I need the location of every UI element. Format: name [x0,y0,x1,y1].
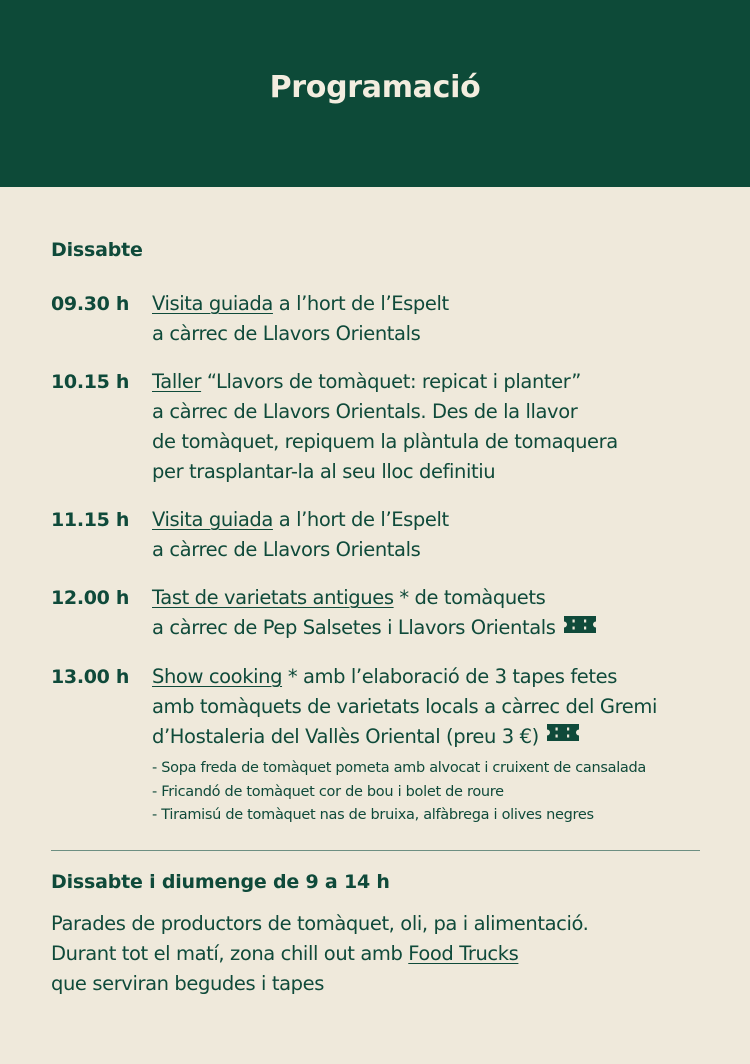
weekend-text: Durant tot el matí, zona chill out amb [51,941,409,965]
event-link[interactable]: Show cooking [152,664,283,688]
page-title: Programació [269,70,481,105]
event-link[interactable]: Tast de varietats antigues [152,586,394,609]
event-row [51,289,700,349]
section-divider [51,850,700,851]
event-row [51,583,700,644]
program-content [0,187,750,999]
header-banner [0,0,750,187]
event-description [152,583,596,644]
day-title: Dissabte [51,239,143,261]
tapas-menu [152,757,657,828]
weekend-title: Dissabte i diumenge de 9 a 14 h [51,870,390,893]
weekend-text: Parades de productors de tomàquet, oli, pa i alimentació. [51,911,589,935]
event-text: a càrrec de Pep Salsetes i Llavors Orientals [152,616,556,639]
event-time: 09.30 h [51,293,130,315]
event-row [51,505,700,565]
event-text: * amb l’elaboració de 3 tapes fetes [282,664,618,688]
event-link[interactable]: Visita guiada [152,292,273,315]
event-text: a càrrec de Llavors Orientals. Des de la llavor [152,400,578,423]
weekend-description [51,909,700,999]
event-time: 12.00 h [51,587,130,609]
event-text: de tomàquet, repiquem la plàntula de tomaquera [152,430,618,453]
event-description [152,289,449,349]
event-time: 11.15 h [51,509,130,531]
event-row [51,367,700,487]
food-trucks-link[interactable]: Food Trucks [408,941,519,965]
event-text: a càrrec de Llavors Orientals [152,538,421,561]
ticket-icon [547,720,579,750]
ticket-icon [564,612,596,642]
menu-item: - Sopa freda de tomàquet pometa amb alvocat i cruixent de cansalada [152,760,646,776]
event-time: 13.00 h [51,665,130,688]
event-text: a l’hort de l’Espelt [272,508,449,531]
weekend-text: que serviran begudes i tapes [51,971,324,995]
menu-item: - Tiramisú de tomàquet nas de bruixa, alfàbrega i olives negres [152,807,594,823]
event-text: a l’hort de l’Espelt [272,292,449,315]
event-link[interactable]: Visita guiada [152,508,273,531]
event-text: * de tomàquets [393,586,546,609]
event-description [152,367,618,487]
event-row [51,662,700,828]
event-time: 10.15 h [51,371,130,393]
event-description [152,662,657,828]
menu-item: - Fricandó de tomàquet cor de bou i bolet de roure [152,783,504,800]
event-text: per trasplantar-la al seu lloc definitiu [152,460,496,483]
event-text: “Llavors de tomàquet: repicat i planter” [201,370,581,393]
event-text: amb tomàquets de varietats locals a càrrec del Gremi [152,694,657,718]
event-text: a càrrec de Llavors Orientals [152,322,421,345]
event-description [152,505,449,565]
event-link[interactable]: Taller [152,370,202,393]
event-text: d’Hostaleria del Vallès Oriental (preu 3 €) [152,724,539,748]
